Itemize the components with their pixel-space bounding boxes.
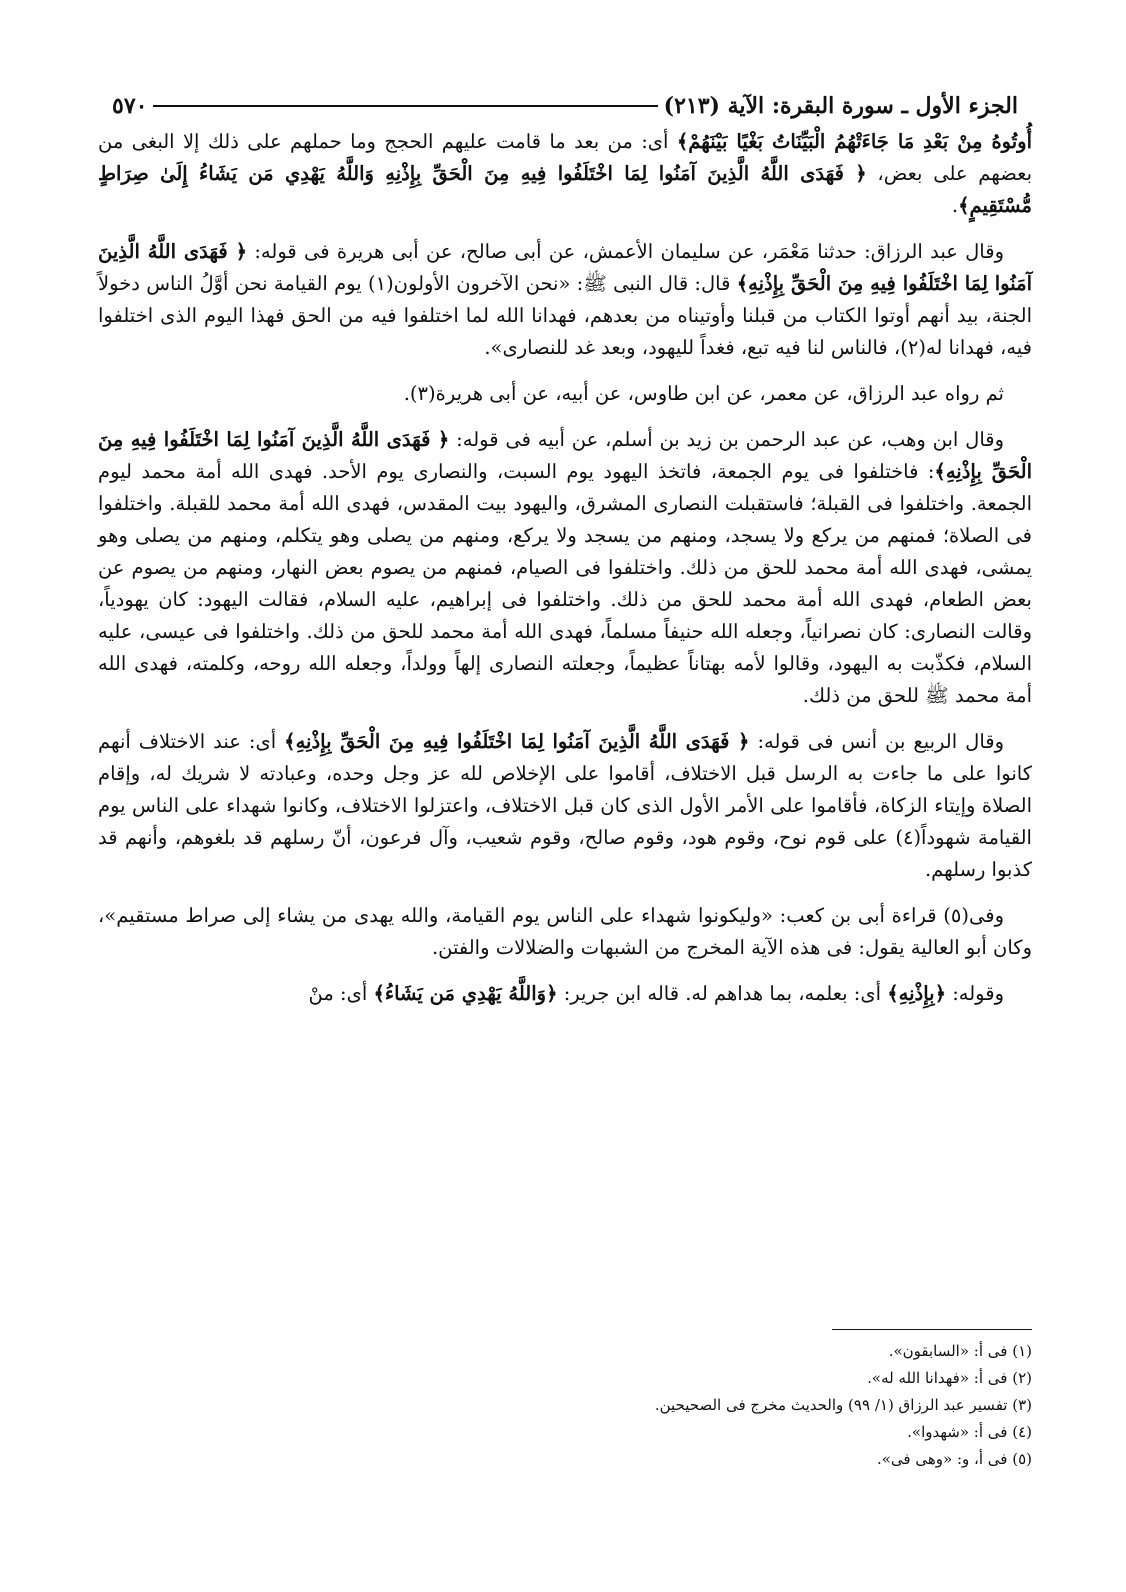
page — [98, 86, 1033, 1468]
paragraph — [98, 726, 1032, 886]
quran-quote: ﴿ فَهَدَى اللَّهُ الَّذِينَ آمَنُوا لِمَا اخْتَلَفُوا فِيهِ مِنَ الْحَقِّ بِإِذْنِهِ﴾ — [98, 428, 1032, 483]
quran-quote: ﴿ فَهَدَى اللَّهُ الَّذِينَ آمَنُوا لِمَا اخْتَلَفُوا فِيهِ مِنَ الْحَقِّ بِإِذْنِهِ﴾ — [284, 730, 750, 753]
quran-quote: أُوتُوهُ مِنْ بَعْدِ مَا جَاءَتْهُمُ الْبَيِّنَاتُ بَغْيًا بَيْنَهُمْ﴾ — [676, 130, 1033, 153]
text-span: وفى(٥) قراءة أبى بن كعب: «وليكونوا شهداء على الناس يوم القيامة، والله يهدى من يشاء إلى صراط مستقيم»، وكان أبو العالية يقول: فى هذه الآية المخرج من الشبهات والضلالات والفتن. — [98, 904, 1032, 959]
paragraph — [98, 126, 1032, 222]
text-span: وقال ابن وهب، عن عبد الرحمن بن زيد بن أسلم، عن أبيه فى قوله: — [449, 428, 1004, 451]
text-span: قال: قال النبى ﷺ: «نحن الآخرون الأولون(١) يوم القيامة نحن أوَّلُ الناس دخولاً الجنة، بيد أنهم أوتوا الكتاب من قبلنا وأوتيناه من بعدهم، فهدانا الله لما اختلفوا فيه من الحق فهذا اليوم الذى اختلفوا فيه، فهدانا له(٢)، فالناس لنا فيه تبع، فغداً لليهود، وبعد غد للنصارى». — [98, 272, 1032, 359]
quran-quote: ﴿ فَهَدَى اللَّهُ الَّذِينَ آمَنُوا لِمَا اخْتَلَفُوا فِيهِ مِنَ الْحَقِّ بِإِذْنِهِ﴾ — [98, 240, 1032, 295]
text-span: ثم رواه عبد الرزاق، عن معمر، عن ابن طاوس، عن أبيه، عن أبى هريرة(٣). — [403, 382, 1004, 405]
footnote: (١) فى أ: «السابقون». — [888, 1342, 1032, 1360]
text-span: وقال عبد الرزاق: حدثنا مَعْمَر، عن سليمان الأعمش، عن أبى صالح، عن أبى هريرة فى قوله: — [247, 240, 1004, 263]
running-title: الجزء الأول ـ سورة البقرة: الآية (٢١٣) — [663, 93, 1018, 119]
running-header — [98, 86, 1032, 126]
paragraph — [98, 424, 1032, 712]
text-span: وقوله: — [946, 982, 1004, 1005]
footnote: (٣) تفسير عبد الرزاق (١/ ٩٩) والحديث مخرج فى الصحيحين. — [654, 1396, 1032, 1414]
quran-quote: ﴿ فَهَدَى اللَّهُ الَّذِينَ آمَنُوا لِمَا اخْتَلَفُوا فِيهِ مِنَ الْحَقِّ بِإِذْنِهِ وَاللَّهُ يَهْدِي مَن يَشَاءُ إِلَىٰ صِرَاطٍ مُّسْتَقِيمٍ﴾ — [98, 162, 1032, 217]
page-number: ٥٧٠ — [112, 93, 148, 119]
quran-quote: ﴿بِإِذْنِهِ﴾ — [887, 982, 947, 1005]
header-rule — [153, 105, 657, 107]
paragraph — [98, 900, 1032, 964]
paragraph — [98, 378, 1032, 410]
text-span: . — [951, 194, 959, 217]
footnote: (٥) فى أ، و: «وهى فى». — [876, 1450, 1032, 1468]
paragraph — [98, 236, 1032, 364]
text-span: أى: منْ — [308, 982, 374, 1005]
footnotes — [98, 1329, 1032, 1473]
paragraph — [98, 978, 1032, 1010]
text-span: وقال الربيع بن أنس فى قوله: — [749, 730, 1005, 753]
quran-quote: ﴿وَاللَّهُ يَهْدِي مَن يَشَاءُ﴾ — [373, 982, 558, 1005]
body-text — [98, 126, 1032, 1010]
text-span: : فاختلفوا فى يوم الجمعة، فاتخذ اليهود يوم السبت، والنصارى يوم الأحد. فهدى الله أمة محمد ليوم الجمعة. واختلفوا فى القبلة؛ فاستقبلت النصارى المشرق، واليهود بيت المقدس، فهدى الله أمة محمد للقبلة. واختلفوا فى الصلاة؛ فمنهم من يركع ولا يسجد، ومنهم من يسجد ولا يركع، ومنهم من يصلى وهو يتكلم، ومنهم من يصلى وهو يمشى، فهدى الله أمة محمد للحق من ذلك. واختلفوا فى الصيام، فمنهم من يصوم بعض النهار، ومنهم من يصوم عن بعض الطعام، فهدى الله أمة محمد للحق من ذلك. واختلفوا فى إبراهيم، عليه السلام، فقالت اليهود: كان يهودياً، وقالت النصارى: كان نصرانياً، وجعله الله حنيفاً مسلماً، فهدى الله أمة محمد للحق من ذلك. واختلفوا فى عيسى، عليه السلام، فكذّبت به اليهود، وقالوا لأمه بهتاناً عظيماً، وجعلته النصارى إلهاً وولداً، وجعله الله روحه، وكلمته، فهدى الله أمة محمد ﷺ للحق من ذلك. — [98, 460, 1032, 707]
text-span: أى: من بعد ما قامت عليهم الحجج وما حملهم على ذلك إلا البغى من بعضهم على بعض، — [98, 130, 1032, 185]
footnote-rule — [832, 1329, 1032, 1330]
text-span: أى: بعلمه، بما هداهم له. قاله ابن جرير: — [557, 982, 888, 1005]
footnote: (٢) فى أ: «فهدانا الله له». — [867, 1369, 1032, 1387]
footnote: (٤) فى أ: «شهدوا». — [907, 1423, 1032, 1441]
text-span: أى: عند الاختلاف أنهم كانوا على ما جاءت به الرسل قبل الاختلاف، أقاموا على الإخلاص لله عز وجل وحده، وعبادته لا شريك له، وإقام الصلاة وإيتاء الزكاة، فأقاموا على الأمر الأول الذى كان قبل الاختلاف، واعتزلوا الاختلاف، وكانوا شهداء على الناس يوم القيامة شهوداً(٤) على قوم نوح، وقوم هود، وقوم صالح، وقوم شعيب، وآل فرعون، أنّ رسلهم قد بلغوهم، وأنهم قد كذبوا رسلهم. — [98, 730, 1033, 881]
